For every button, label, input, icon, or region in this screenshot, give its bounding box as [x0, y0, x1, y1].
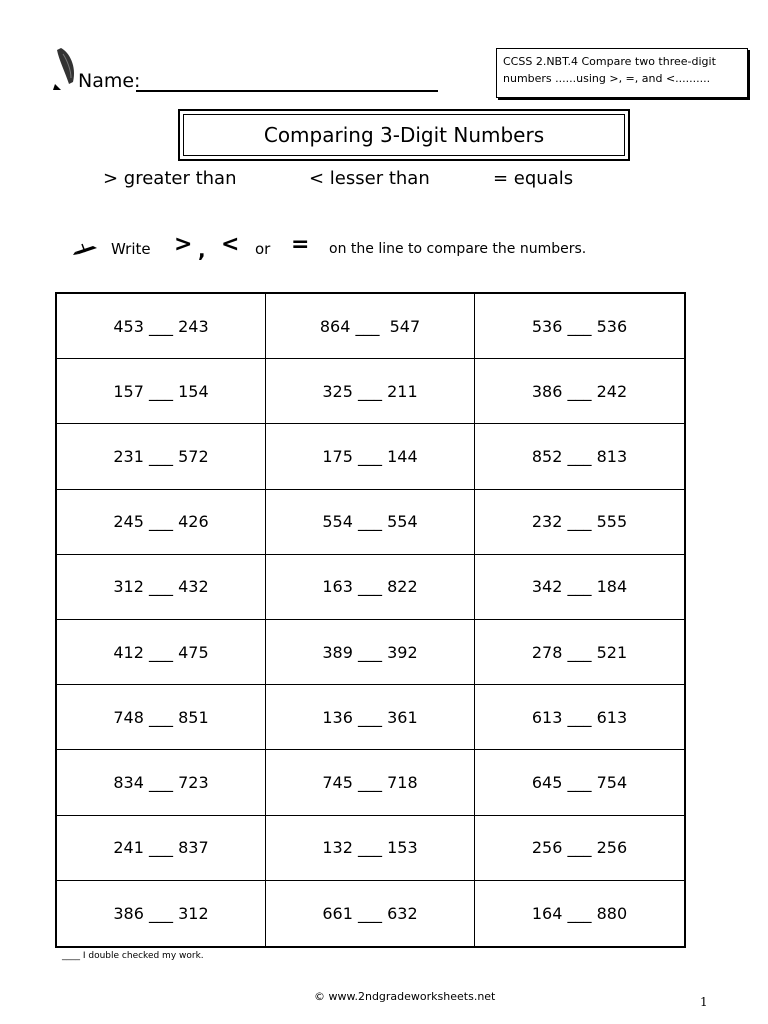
pencil-icon [73, 242, 99, 256]
problem-cell[interactable]: 745 ___ 718 [266, 750, 475, 815]
instruction-write: Write [111, 240, 151, 258]
problem-cell[interactable]: 453 ___ 243 [57, 294, 266, 359]
problem-cell[interactable]: 864 ___ 547 [266, 294, 475, 359]
instruction-or: or [255, 240, 271, 258]
problem-cell[interactable]: 232 ___ 555 [475, 490, 684, 555]
problem-cell[interactable]: 748 ___ 851 [57, 685, 266, 750]
name-label: Name: [78, 70, 141, 92]
problem-cell[interactable]: 132 ___ 153 [266, 816, 475, 881]
problem-cell[interactable]: 661 ___ 632 [266, 881, 475, 946]
problem-cell[interactable]: 164 ___ 880 [531, 903, 628, 923]
legend-lesser: < lesser than [309, 168, 430, 189]
problem-cell[interactable]: 386 ___ 242 [475, 359, 684, 424]
problem-cell[interactable]: 834 ___ 723 [57, 750, 266, 815]
problem-cell[interactable]: 136 ___ 361 [266, 685, 475, 750]
problem-cell[interactable]: 157 ___ 154 [57, 359, 266, 424]
double-check-line[interactable]: ____ I double checked my work. [62, 951, 204, 961]
instruction-text: on the line to compare the numbers. [329, 241, 587, 257]
name-line[interactable] [136, 90, 438, 92]
problem-cell[interactable]: 231 ___ 572 [57, 424, 266, 489]
problem-cell[interactable]: 163 ___ 822 [266, 555, 475, 620]
problem-cell[interactable]: 325 ___ 211 [266, 359, 475, 424]
problem-cell[interactable]: 312 ___ 432 [57, 555, 266, 620]
standard-box: CCSS 2.NBT.4 Compare two three-digit numbers ......using >, =, and <.......... [496, 48, 748, 98]
problem-cell[interactable]: 852 ___ 813 [475, 424, 684, 489]
problem-cell[interactable]: 536 ___ 536 [475, 294, 684, 359]
problem-cell[interactable]: 389 ___ 392 [266, 620, 475, 685]
problem-cell[interactable]: 342 ___ 184 [475, 555, 684, 620]
problem-cell[interactable]: 245 ___ 426 [57, 490, 266, 555]
problems-table [55, 292, 686, 948]
problem-cell[interactable]: 613 ___ 613 [475, 685, 684, 750]
page-number: 1 [700, 995, 708, 1009]
problem-cell[interactable]: 175 ___ 144 [266, 424, 475, 489]
problem-cell[interactable]: 241 ___ 837 [57, 816, 266, 881]
legend-greater: > greater than [103, 168, 237, 189]
problem-cell[interactable]: 278 ___ 521 [475, 620, 684, 685]
title-box [178, 109, 630, 161]
problem-cell[interactable]: 554 ___ 554 [266, 490, 475, 555]
instruction-greater-symbol: > [174, 232, 193, 257]
problem-cell[interactable]: 645 ___ 754 [475, 750, 684, 815]
problem-cell[interactable]: 412 ___ 475 [57, 620, 266, 685]
instruction-less-symbol: < [221, 232, 240, 257]
instruction-equals-symbol: = [291, 232, 310, 257]
instruction-comma: , [198, 238, 206, 262]
legend-equals: = equals [493, 168, 574, 189]
page-title: Comparing 3-Digit Numbers [183, 114, 625, 156]
problem-cell[interactable]: 386 ___ 312 [57, 881, 266, 946]
problem-cell[interactable]: 256 ___ 256 [475, 816, 684, 881]
copyright-text: © www.2ndgradeworksheets.net [314, 990, 496, 1003]
